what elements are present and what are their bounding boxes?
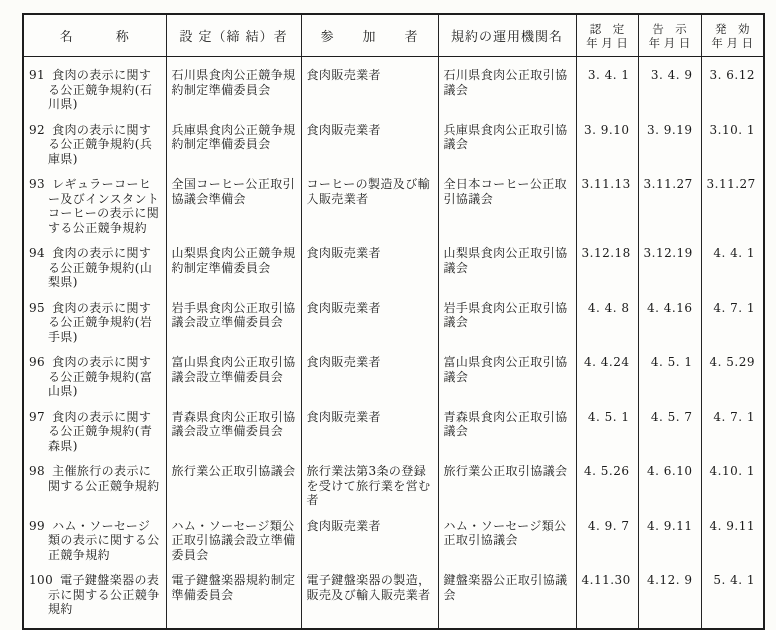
col-header-effective-date xyxy=(701,14,764,57)
code-name: 食肉の表示に関する公正競争規約(石川県) xyxy=(48,68,153,111)
col-header-operator-label: 規約の運用機関名 xyxy=(450,30,563,45)
cell-certified-date: 4. 4.24 xyxy=(576,355,638,410)
code-name: 食肉の表示に関する公正競争規約(富山県) xyxy=(48,355,153,398)
cell-notified-date: 3.12.19 xyxy=(638,246,701,301)
cell-effective-date: 5. 4. 1 xyxy=(701,573,764,629)
cell-notified-date: 4. 4.16 xyxy=(638,301,701,356)
cell-participants: 食肉販売業者 xyxy=(301,519,438,574)
cell-establisher: 旅行業公正取引協議会 xyxy=(166,464,301,519)
table-row xyxy=(23,464,764,519)
row-number: 93 xyxy=(29,177,46,191)
col-header-establisher-label: 設 定（締 結）者 xyxy=(179,30,288,45)
cell-name xyxy=(23,246,166,301)
col-header-effective-bottom: 年 月 日 xyxy=(711,35,754,50)
cell-operator: 兵庫県食肉公正取引協議会 xyxy=(438,123,576,178)
cell-establisher: 岩手県食肉公正取引協議会設立準備委員会 xyxy=(166,301,301,356)
cell-operator: 旅行業公正取引協議会 xyxy=(438,464,576,519)
cell-certified-date: 4. 5.26 xyxy=(576,464,638,519)
cell-effective-date: 4.10. 1 xyxy=(701,464,764,519)
cell-name xyxy=(23,519,166,574)
cell-effective-date: 4. 7. 1 xyxy=(701,301,764,356)
col-header-notified-bottom: 年 月 日 xyxy=(648,35,691,50)
row-number: 94 xyxy=(29,246,46,260)
row-number: 99 xyxy=(29,518,46,533)
cell-participants: 電子鍵盤楽器の製造，販売及び輸入販売業者 xyxy=(301,573,438,629)
table-row xyxy=(23,410,764,465)
cell-name xyxy=(23,301,166,356)
table-row xyxy=(23,573,764,629)
cell-participants: 食肉販売業者 xyxy=(301,123,438,178)
table-row xyxy=(23,355,764,410)
cell-operator: 全日本コーヒー公正取引協議会 xyxy=(438,177,576,246)
col-header-notified-date xyxy=(638,14,701,57)
cell-certified-date: 3. 9.10 xyxy=(576,123,638,178)
row-number: 98 xyxy=(29,464,46,478)
cell-certified-date: 4.11.30 xyxy=(576,573,638,629)
table-row xyxy=(23,123,764,178)
cell-operator: 石川県食肉公正取引協議会 xyxy=(438,57,576,123)
table-row xyxy=(23,301,764,356)
table-row xyxy=(23,519,764,574)
cell-notified-date: 4.12. 9 xyxy=(638,573,701,629)
code-name: 食肉の表示に関する公正競争規約(青森県) xyxy=(48,409,153,453)
code-name: 食肉の表示に関する公正競争規約(山梨県) xyxy=(48,246,153,289)
col-header-establisher xyxy=(166,14,301,57)
cell-participants: コーヒーの製造及び輸入販売業者 xyxy=(301,177,438,246)
cell-establisher: 山梨県食肉公正競争規約制定準備委員会 xyxy=(166,246,301,301)
cell-certified-date: 3.12.18 xyxy=(576,246,638,301)
code-name: 電子鍵盤楽器の表示に関する公正競争規約 xyxy=(48,573,160,616)
cell-notified-date: 4. 5. 7 xyxy=(638,410,701,465)
cell-operator: 富山県食肉公正取引協議会 xyxy=(438,355,576,410)
cell-notified-date: 4. 5. 1 xyxy=(638,355,701,410)
cell-name xyxy=(23,573,166,629)
cell-effective-date: 4. 4. 1 xyxy=(701,246,764,301)
col-header-certified-bottom: 年 月 日 xyxy=(586,35,628,50)
cell-name xyxy=(23,57,166,123)
code-name: ハム・ソーセージ類の表示に関する公正競争規約 xyxy=(48,518,160,562)
row-number: 97 xyxy=(29,409,46,424)
cell-name xyxy=(23,177,166,246)
cell-notified-date: 3. 9.19 xyxy=(638,123,701,178)
table-body xyxy=(23,57,764,629)
cell-notified-date: 3.11.27 xyxy=(638,177,701,246)
cell-name xyxy=(23,123,166,178)
row-number: 95 xyxy=(29,300,46,315)
cell-establisher: 青森県食肉公正取引協議会設立準備委員会 xyxy=(166,410,301,465)
code-name: レギュラーコーヒー及びインスタントコーヒーの表示に関する公正競争規約 xyxy=(48,177,160,235)
cell-notified-date: 3. 4. 9 xyxy=(638,57,701,123)
cell-certified-date: 4. 5. 1 xyxy=(576,410,638,465)
cell-certified-date: 4. 4. 8 xyxy=(576,301,638,356)
col-header-name xyxy=(23,14,166,57)
cell-name xyxy=(23,410,166,465)
cell-operator: 鍵盤楽器公正取引協議会 xyxy=(438,573,576,629)
code-name: 食肉の表示に関する公正競争規約(岩手県) xyxy=(48,300,153,344)
cell-operator: ハム・ソーセージ類公正取引協議会 xyxy=(438,519,576,574)
cell-operator: 青森県食肉公正取引協議会 xyxy=(438,410,576,465)
code-name: 食肉の表示に関する公正競争規約(兵庫県) xyxy=(48,122,153,166)
fair-competition-codes-table xyxy=(22,13,765,630)
cell-name xyxy=(23,355,166,410)
cell-effective-date: 4. 5.29 xyxy=(701,355,764,410)
header-row xyxy=(23,14,764,57)
table-row xyxy=(23,177,764,246)
col-header-name-label: 名 称 xyxy=(59,30,130,45)
cell-participants: 食肉販売業者 xyxy=(301,57,438,123)
cell-notified-date: 4. 6.10 xyxy=(638,464,701,519)
col-header-operator xyxy=(438,14,576,57)
cell-participants: 旅行業法第3条の登録を受けて旅行業を営む者 xyxy=(301,464,438,519)
cell-effective-date: 4. 9.11 xyxy=(701,519,764,574)
cell-certified-date: 4. 9. 7 xyxy=(576,519,638,574)
cell-effective-date: 3.10. 1 xyxy=(701,123,764,178)
cell-establisher: ハム・ソーセージ類公正取引協議会設立準備委員会 xyxy=(166,519,301,574)
cell-establisher: 石川県食肉公正競争規約制定準備委員会 xyxy=(166,57,301,123)
col-header-certified-date xyxy=(576,14,638,57)
cell-establisher: 兵庫県食肉公正競争規約制定準備委員会 xyxy=(166,123,301,178)
cell-participants: 食肉販売業者 xyxy=(301,410,438,465)
cell-operator: 山梨県食肉公正取引協議会 xyxy=(438,246,576,301)
cell-operator: 岩手県食肉公正取引協議会 xyxy=(438,301,576,356)
cell-certified-date: 3.11.13 xyxy=(576,177,638,246)
cell-establisher: 富山県食肉公正取引協議会設立準備委員会 xyxy=(166,355,301,410)
cell-establisher: 全国コーヒー公正取引協議会準備会 xyxy=(166,177,301,246)
table-row xyxy=(23,57,764,123)
code-name: 主催旅行の表示に関する公正競争規約 xyxy=(48,464,160,493)
row-number: 91 xyxy=(29,68,46,82)
row-number: 96 xyxy=(29,355,46,369)
cell-certified-date: 3. 4. 1 xyxy=(576,57,638,123)
cell-participants: 食肉販売業者 xyxy=(301,301,438,356)
cell-participants: 食肉販売業者 xyxy=(301,355,438,410)
cell-effective-date: 4. 7. 1 xyxy=(701,410,764,465)
col-header-effective-top: 発 効 xyxy=(715,21,750,36)
cell-participants: 食肉販売業者 xyxy=(301,246,438,301)
col-header-certified-top: 認 定 xyxy=(589,21,625,36)
col-header-notified-top: 告 示 xyxy=(652,21,687,36)
col-header-participants-label: 参 加 者 xyxy=(320,30,419,45)
row-number: 100 xyxy=(29,573,54,587)
cell-name xyxy=(23,464,166,519)
cell-notified-date: 4. 9.11 xyxy=(638,519,701,574)
cell-establisher: 電子鍵盤楽器規約制定準備委員会 xyxy=(166,573,301,629)
table-row xyxy=(23,246,764,301)
row-number: 92 xyxy=(29,122,46,137)
cell-effective-date: 3.11.27 xyxy=(701,177,764,246)
col-header-participants xyxy=(301,14,438,57)
cell-effective-date: 3. 6.12 xyxy=(701,57,764,123)
